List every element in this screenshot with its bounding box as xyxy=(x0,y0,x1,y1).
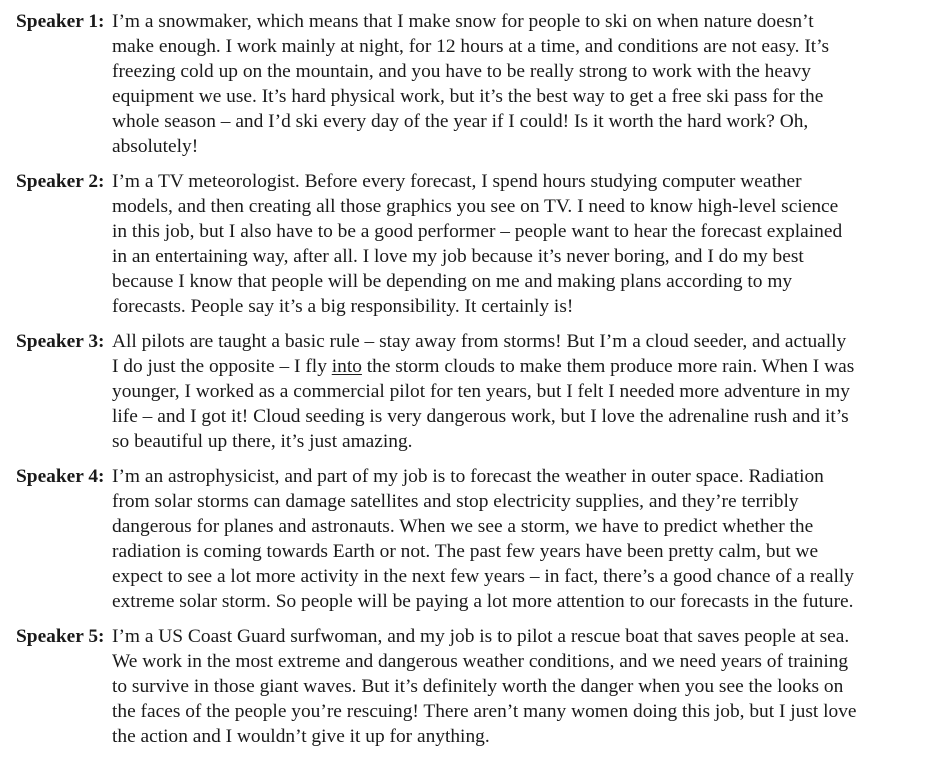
text-line xyxy=(112,354,930,379)
text-line: I’m a US Coast Guard surfwoman, and my job is to pilot a rescue boat that saves people at sea. xyxy=(112,626,850,647)
text-line: forecasts. People say it’s a big responsibility. It certainly is! xyxy=(112,296,574,317)
speaker-5-label: Speaker 5: xyxy=(16,626,105,647)
text-line: because I know that people will be depending on me and making plans according to my xyxy=(112,271,793,292)
text-line: absolutely! xyxy=(112,136,199,157)
text-line: I’m a snowmaker, which means that I make snow for people to ski on when nature doesn’t xyxy=(112,11,814,32)
speaker-4-label: Speaker 4: xyxy=(16,466,105,487)
text-line: equipment we use. It’s hard physical work, but it’s the best way to get a free ski pass for the xyxy=(112,86,824,107)
speaker-1-text xyxy=(112,9,940,159)
text-line: the faces of the people you’re rescuing! There aren’t many women doing this job, but I just love xyxy=(112,701,857,722)
text-line: in an entertaining way, after all. I love my job because it’s never boring, and I do my best xyxy=(112,246,804,267)
text-segment: I do just the opposite – I fly xyxy=(112,356,332,377)
text-line: make enough. I work mainly at night, for 12 hours at a time, and conditions are not easy. It’s xyxy=(112,36,830,57)
speaker-4-text xyxy=(112,464,940,614)
text-line: freezing cold up on the mountain, and you have to be really strong to work with the heavy xyxy=(112,61,811,82)
text-line: extreme solar storm. So people will be paying a lot more attention to our forecasts in the future. xyxy=(112,591,854,612)
text-segment: the storm clouds to make them produce more rain. When I was xyxy=(361,356,855,377)
text-line: dangerous for planes and astronauts. When we see a storm, we have to predict whether the xyxy=(112,516,814,537)
speaker-5-entry xyxy=(16,624,940,749)
underlined-word: into xyxy=(331,356,362,377)
speaker-3-label: Speaker 3: xyxy=(16,331,105,352)
text-line: whole season – and I’d ski every day of the year if I could! Is it worth the hard work? Oh, xyxy=(112,111,809,132)
text-line: the action and I wouldn’t give it up for anything. xyxy=(112,726,490,747)
speaker-4-entry xyxy=(16,464,940,614)
text-line: radiation is coming towards Earth or not. The past few years have been pretty calm, but we xyxy=(112,541,819,562)
text-line: I’m a TV meteorologist. Before every forecast, I spend hours studying computer weather xyxy=(112,171,802,192)
text-line: so beautiful up there, it’s just amazing. xyxy=(112,431,413,452)
text-line: All pilots are taught a basic rule – stay away from storms! But I’m a cloud seeder, and actually xyxy=(112,331,847,352)
text-line: models, and then creating all those graphics you see on TV. I need to know high-level science xyxy=(112,196,839,217)
speaker-5-text xyxy=(112,624,940,749)
speaker-3-text xyxy=(112,329,940,454)
text-line: I’m an astrophysicist, and part of my job is to forecast the weather in outer space. Radiation xyxy=(112,466,824,487)
text-line: younger, I worked as a commercial pilot for ten years, but I felt I needed more adventure in my xyxy=(112,381,850,402)
speaker-2-text xyxy=(112,169,940,319)
text-line: to survive in those giant waves. But it’s definitely worth the danger when you see the looks on xyxy=(112,676,844,697)
speaker-1-label: Speaker 1: xyxy=(16,11,105,32)
text-line: expect to see a lot more activity in the next few years – in fact, there’s a good chance of a really xyxy=(112,566,854,587)
text-line: in this job, but I also have to be a good performer – people want to hear the forecast explained xyxy=(112,221,843,242)
speaker-2-entry xyxy=(16,169,940,319)
speaker-3-entry xyxy=(16,329,940,454)
text-line: life – and I got it! Cloud seeding is very dangerous work, but I love the adrenaline rush and it’s xyxy=(112,406,849,427)
speaker-2-label: Speaker 2: xyxy=(16,171,105,192)
speaker-1-entry xyxy=(16,9,940,159)
text-line: We work in the most extreme and dangerous weather conditions, and we need years of training xyxy=(112,651,849,672)
text-line: from solar storms can damage satellites and stop electricity supplies, and they’re terribly xyxy=(112,491,799,512)
